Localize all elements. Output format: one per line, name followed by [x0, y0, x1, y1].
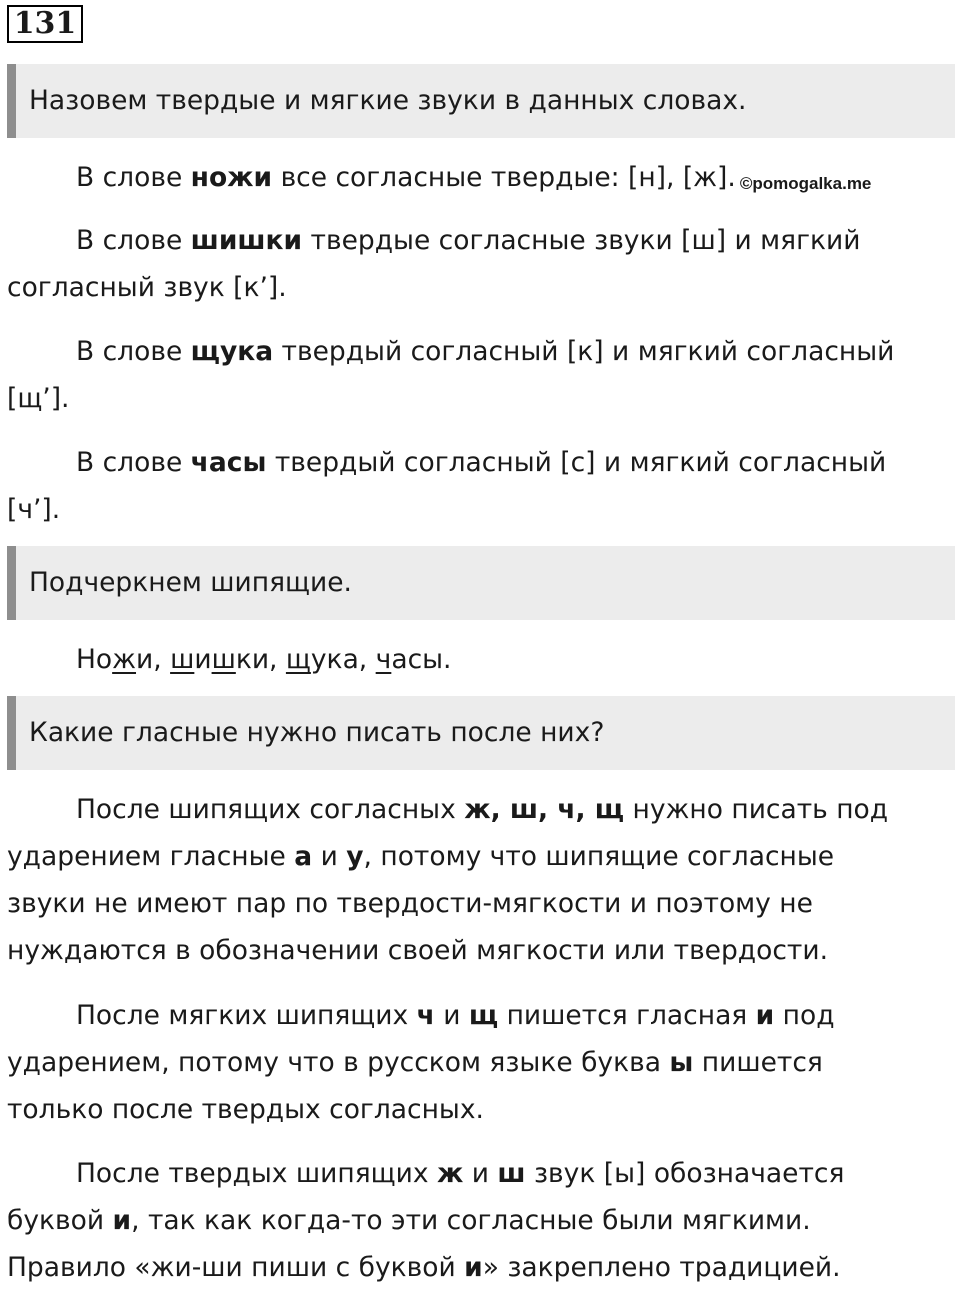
underlined-letter: щ [285, 644, 311, 675]
paragraph-schuka: В слове щука твердый согласный [к] и мягкий согласный [щ’]. [7, 336, 895, 414]
question-text: Какие гласные нужно писать после них? [29, 717, 605, 748]
paragraph-nozhi: В слове ножи все согласные твердые: [н], [ж]. ©pomogalka.me [76, 162, 872, 193]
watermark: ©pomogalka.me [739, 174, 872, 193]
word-shishki: шишки [190, 225, 303, 256]
underlined-letter: ш [211, 644, 236, 675]
question-text: Подчеркнем шипящие. [29, 567, 352, 598]
paragraph-rule-1: После шипящих согласных ж, ш, ч, щ нужно писать под ударением гласные а и у, потому что шипящие согласные звуки не имеют пар по твердости-мягкости и поэтому не нуждаются в обозначении своей мягкости или твердости. [7, 794, 889, 966]
question-text: Назовем твердые и мягкие звуки в данных словах. [29, 85, 747, 116]
paragraph-shishki: В слове шишки твердые согласные звуки [ш] и мягкий согласный звук [к’]. [7, 225, 861, 303]
paragraph-rule-3: После твердых шипящих ж и ш звук [ы] обозначается буквой и, так как когда-то эти согласные были мягкими. Правило «жи-ши пиши с буквой и» закреплено традицией. [7, 1158, 845, 1283]
question-banner-2 [7, 546, 955, 620]
underlined-letter: ш [170, 644, 195, 675]
paragraph-rule-2: После мягких шипящих ч и щ пишется гласная и под ударением, потому что в русском языке буква ы пишется только после твердых согласных. [7, 1000, 835, 1125]
word-nozhi: ножи [190, 162, 273, 193]
underlined-letter: ж [112, 644, 137, 675]
underlined-letter: ч [375, 644, 392, 675]
question-banner-3 [7, 696, 955, 770]
task-number: 131 [7, 5, 83, 43]
paragraph-chasy: В слове часы твердый согласный [с] и мягкий согласный [ч’]. [7, 447, 887, 525]
underlined-words-line: Ножи, шишки, щука, часы. [76, 644, 452, 675]
word-schuka: щука [190, 336, 274, 367]
word-chasy: часы [190, 447, 267, 478]
question-banner-1 [7, 64, 955, 138]
